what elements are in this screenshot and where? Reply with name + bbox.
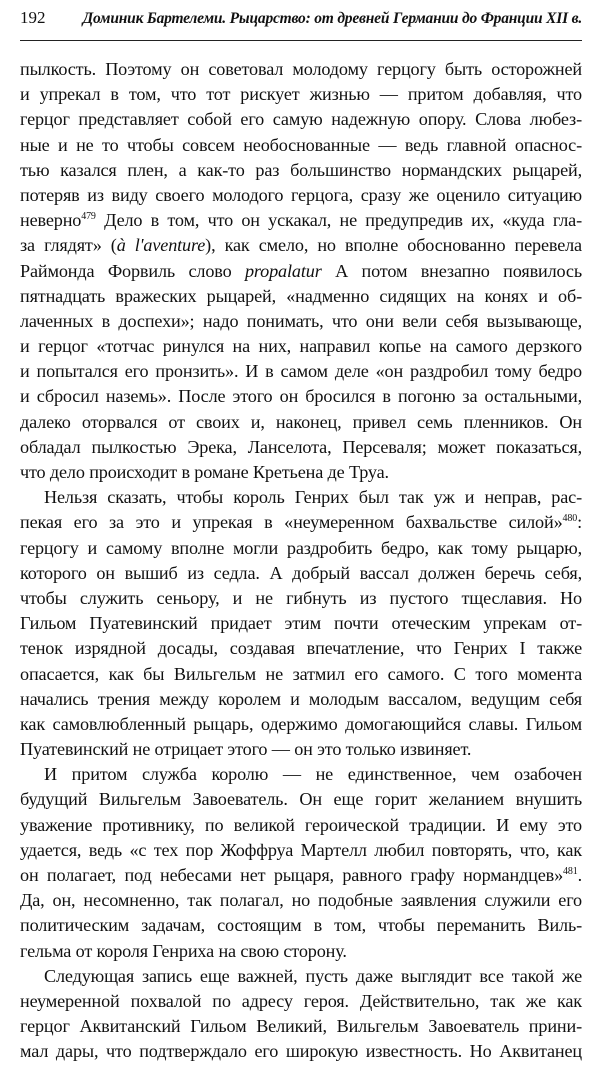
text-line: как самовлюбленный рыцарь, одержимо домогающийся славы. Гильом [20, 713, 582, 734]
text-line: пекая его за это и упрекая в «неумеренном бахвальстве силой»$^{480}$: [20, 512, 582, 533]
text-line: политическим задачам, состоящим в том, чтобы переманить Виль- [20, 915, 582, 936]
text-line: за глядят» (à l'aventure), как смело, но вполне обоснованно перевела [20, 235, 582, 256]
text-line: гельма от короля Генриха на свою сторону. [20, 940, 347, 961]
text-line: далеко оторвался от своих и, наконец, привел семь пленников. Он [20, 411, 582, 432]
text-line: начались трения между королем и молодым вассалом, ведущим себя [20, 688, 582, 709]
text-line: будущий Вильгельм Завоеватель. Он еще горит желанием внушить [20, 789, 582, 810]
text-line: неверно$^{479}$ Дело в том, что он ускакал, не предупредив их, «куда гла- [20, 210, 582, 231]
text-line: неумеренной похвалой по адресу героя. Действительно, так же как [20, 990, 582, 1011]
text-line: уважение противнику, по великой героической традиции. И ему это [20, 814, 582, 835]
footnote-ref: 479 [81, 211, 96, 223]
text-line: герцог представляет собой его самую надежную опору. Слова любез- [20, 109, 582, 130]
text-line: И притом служба королю — не единственное, чем озабочен [44, 764, 582, 785]
text-line: мал дары, что подтверждало его широкую известность. Но Аквитанец [20, 1041, 582, 1062]
text-line: и герцог «тотчас ринулся на них, направил копье на самого дерзкого [20, 336, 582, 357]
text-line: потеряв из виду своего молодого герцога, сразу же оценило ситуацию [20, 184, 582, 205]
page-number: 192 [20, 8, 46, 27]
text-line: Нельзя сказать, чтобы король Генрих был так уж и неправ, рас- [44, 487, 582, 508]
text-line: опасается, как бы Вильгельм не затмил его самого. С того момента [20, 663, 582, 684]
text-line: он полагает, под небесами нет рыцаря, равного графу нормандцев»$^{481}$. [20, 865, 582, 885]
footnote-ref: 481 [563, 865, 578, 877]
text-line: обладал пылкостью Эрека, Ланселота, Персеваля; может показаться, [20, 436, 582, 457]
text-line: что дело происходит в романе Кретьена де Труа. [20, 462, 389, 482]
text-line: Да, он, несомненно, так полагал, но подобные заявления служили его [20, 890, 582, 911]
text-line: ные и не то чтобы совсем необоснованные — ведь главной опаснос- [20, 134, 582, 155]
text-line: герцог Аквитанский Гильом Великий, Вильгельм Завоеватель прини- [20, 1016, 582, 1037]
text-line: пылкость. Поэтому он советовал молодому герцогу быть осторожней [20, 59, 582, 79]
text-line: лаченных в доспехи»; надо понимать, что они вели себя вызывающе, [20, 310, 582, 331]
text-line: и сбросил наземь». После этого он бросился в погоню за остальными, [20, 386, 582, 407]
body-text [20, 57, 582, 1065]
text-line: пятнадцать вражеских рыцарей, «надменно сидящих на конях и об- [20, 285, 582, 306]
footnote-ref: 480 [562, 513, 578, 525]
text-line: Гильом Пуатевинский придает этим почти отеческим упрекам от- [20, 613, 582, 634]
text-line: которого он вышиб из седла. А добрый вассал должен беречь себя, [20, 562, 582, 583]
text-line: удается, ведь «с тех пор Жоффруа Мартелл любил повторять, что, как [20, 839, 582, 860]
text-line: и попытался его пронзить». И в самом деле «он раздробил тому бедро [20, 361, 582, 382]
text-line: герцогу и самому вполне могли раздробить бедро, как тому рыцарю, [20, 537, 582, 558]
text-line: Пуатевинский не отрицает этого — он это только извиняет. [20, 739, 472, 760]
text-line: Следующая запись еще важней, пусть даже выглядит все такой же [44, 965, 582, 986]
text-line: чтобы служить сеньору, и не гибнуть из пустого тщеславия. Но [20, 587, 582, 608]
text-line: тью казался плен, а как-то раз большинство нормандских рыцарей, [20, 159, 582, 180]
book-page [20, 8, 582, 1062]
running-head: Доминик Бартелеми. Рыцарство: от древней Германии до Франции XII в. [82, 10, 582, 27]
page-header [20, 8, 582, 41]
text-line: и упрекал в том, что тот рискует жизнью — притом добавляя, что [20, 84, 582, 105]
text-line: тенок изрядной досады, создавая впечатление, что Генрих I также [20, 638, 582, 659]
text-line: Раймонда Форвиль слово propalatur А потом внезапно появилось [20, 260, 582, 281]
